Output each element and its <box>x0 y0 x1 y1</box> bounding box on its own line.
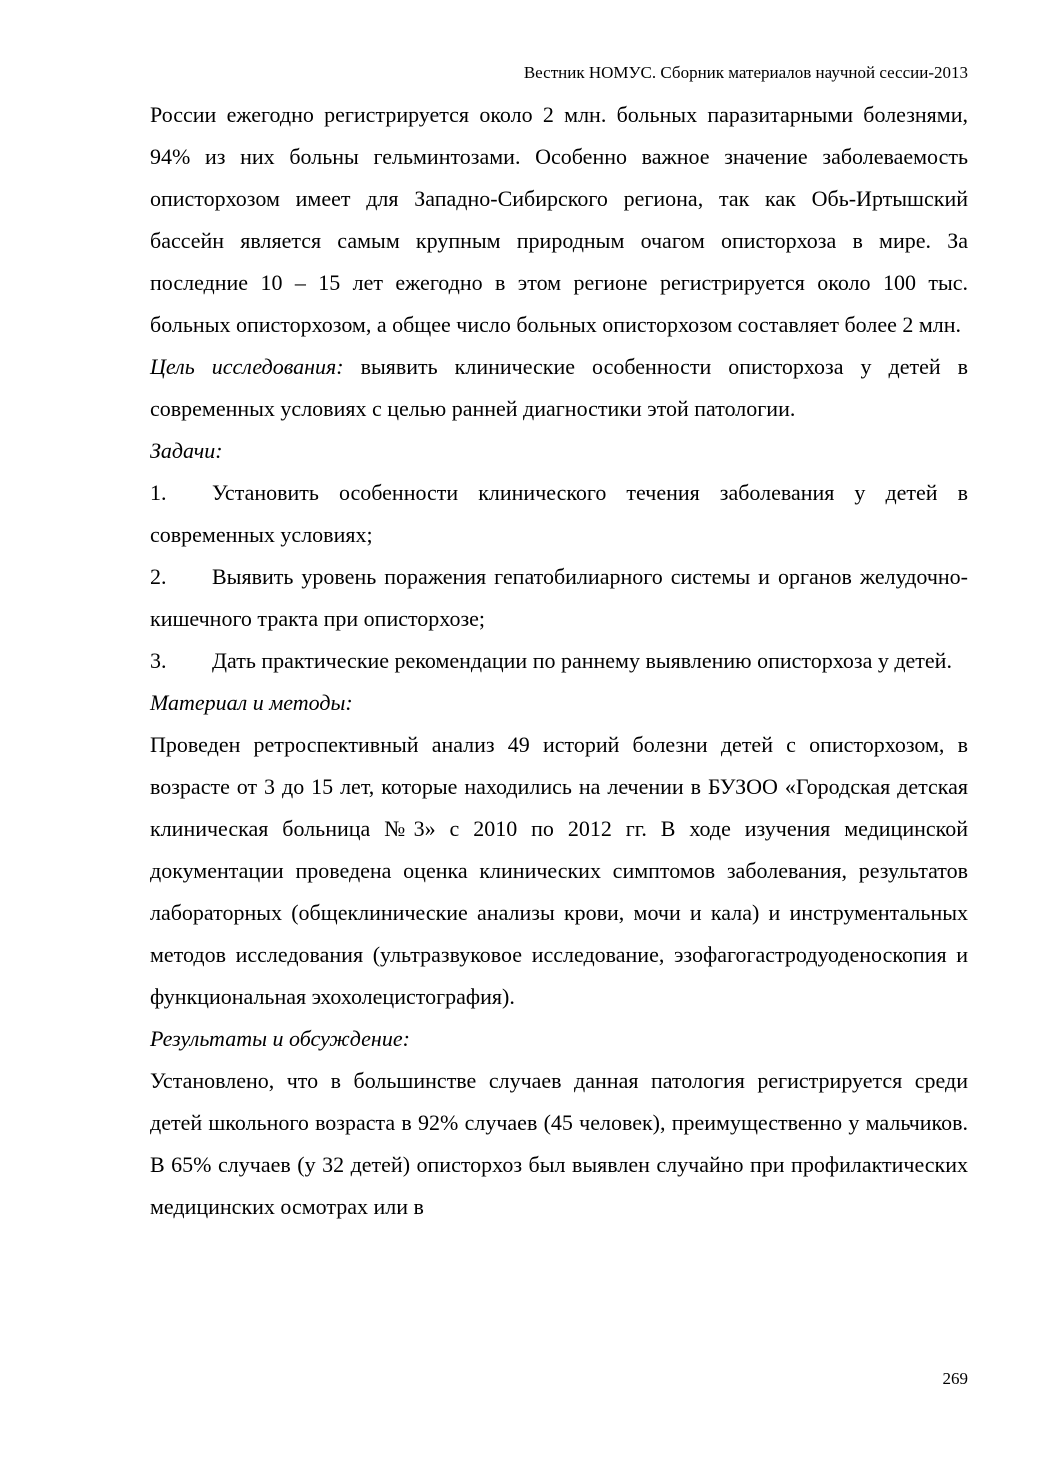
task-item-2 <box>150 556 968 640</box>
results-paragraph: Установлено, что в большинстве случаев данная патология регистрируется среди детей школьного возраста в 92% случаев (45 человек), преимущественно у мальчиков. В 65% случаев (у 32 детей) описторхоз был выявлен случайно при профилактических медицинских осмотрах или в <box>150 1068 968 1219</box>
aim-paragraph <box>150 346 968 430</box>
task-text: Дать практические рекомендации по раннему выявлению описторхоза у детей. <box>212 648 952 673</box>
body-text <box>150 94 968 1228</box>
running-header: Вестник НОМУС. Сборник материалов научной сессии-2013 <box>523 63 968 82</box>
task-number: 3. <box>150 648 167 673</box>
task-number: 1. <box>150 480 167 505</box>
aim-text: выявить клинические особенности описторхоза у детей в современных условиях с целью ранней диагностики этой патологии. <box>150 354 968 421</box>
task-number: 2. <box>150 564 167 589</box>
task-item-3 <box>150 640 968 682</box>
tasks-heading: Задачи: <box>150 438 223 463</box>
task-text: Выявить уровень поражения гепатобилиарного системы и органов желудочно-кишечного тракта при описторхозе; <box>150 564 968 631</box>
task-text: Установить особенности клинического течения заболевания у детей в современных условиях; <box>150 480 968 547</box>
methods-heading: Материал и методы: <box>150 690 353 715</box>
intro-paragraph: России ежегодно регистрируется около 2 млн. больных паразитарными болезнями, 94% из них больны гельминтозами. Особенно важное значение заболеваемость описторхозом имеет для Западно-Сибирского региона, так как Обь-Иртышский бассейн является самым крупным природным очагом описторхоза в мире. За последние 10 – 15 лет ежегодно в этом регионе регистрируется около 100 тыс. больных описторхозом, а общее число больных описторхозом составляет более 2 млн. <box>150 102 968 337</box>
methods-paragraph: Проведен ретроспективный анализ 49 историй болезни детей с описторхозом, в возрасте от 3 до 15 лет, которые находились на лечении в БУЗОО «Городская детская клиническая больница №3» с 2010 по 2012 гг. В ходе изучения медицинской документации проведена оценка клинических симптомов заболевания, результатов лабораторных (общеклинические анализы крови, мочи и кала) и инструментальных методов исследования (ультразвуковое исследование, эзофагогастродуоденоскопия и функциональная эхохолецистография). <box>150 732 968 1009</box>
task-item-1 <box>150 472 968 556</box>
aim-label: Цель исследования: <box>150 354 344 379</box>
page-number: 269 <box>942 1369 968 1388</box>
results-heading: Результаты и обсуждение: <box>150 1026 410 1051</box>
